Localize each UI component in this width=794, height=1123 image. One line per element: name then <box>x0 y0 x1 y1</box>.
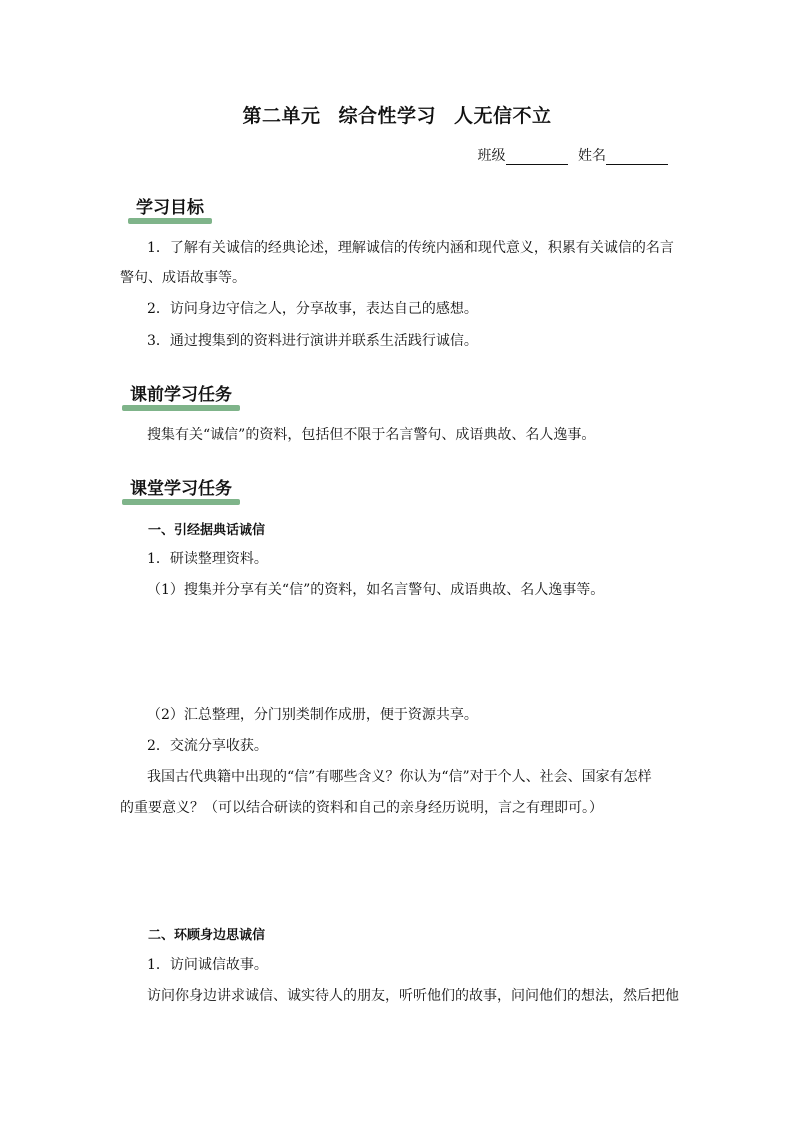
class-blank[interactable] <box>506 150 568 165</box>
goal-item-2: 2．访问身边守信之人，分享故事，表达自己的感想。 <box>147 301 478 317</box>
pre-class-text: 搜集有关“诚信”的资料，包括但不限于名言警句、成语典故、名人逸事。 <box>147 427 596 443</box>
in-class-heading: 课堂学习任务 <box>122 474 240 502</box>
section-1-question-line-1: 我国古代典籍中出现的“信”有哪些含义？你认为“信”对于个人、社会、国家有怎样 <box>147 769 652 785</box>
title-part: 综合性学习 <box>338 105 436 127</box>
class-label: 班级 <box>477 148 506 164</box>
name-label: 姓名 <box>578 148 606 164</box>
section-1-step-2: 2．交流分享收获。 <box>147 738 268 754</box>
name-class-line <box>478 145 674 165</box>
section-1-sub-1: （1）搜集并分享有关“信”的资料，如名言警句、成语典故、名人逸事等。 <box>147 582 605 598</box>
goal-item-1-line-2: 警句、成语故事等。 <box>120 270 246 286</box>
title-unit: 第二单元 <box>242 105 321 127</box>
name-blank[interactable] <box>606 150 668 165</box>
goal-item-1-line-1: 1．了解有关诚信的经典论述，理解诚信的传统内涵和现代意义，积累有关诚信的名言 <box>147 240 674 256</box>
section-1-question-line-2: 的重要意义？（可以结合研读的资料和自己的亲身经历说明，言之有理即可。） <box>120 800 603 816</box>
goal-item-3: 3．通过搜集到的资料进行演讲并联系生活践行诚信。 <box>147 333 478 349</box>
section-1-sub-2: （2）汇总整理，分门别类制作成册，便于资源共享。 <box>147 707 478 723</box>
page-title <box>0 101 794 128</box>
pre-class-heading: 课前学习任务 <box>122 380 240 408</box>
section-2-step-1: 1．访问诚信故事。 <box>147 957 268 973</box>
section-2-text-line-1: 访问你身边讲求诚信、诚实待人的朋友，听听他们的故事，问问他们的想法，然后把他 <box>147 988 679 1004</box>
section-1-step-1: 1．研读整理资料。 <box>147 551 268 567</box>
section-1-title: 一、引经据典话诚信 <box>148 523 266 538</box>
goals-heading: 学习目标 <box>128 193 212 221</box>
section-2-title: 二、环顾身边思诚信 <box>148 928 266 943</box>
title-topic: 人无信不立 <box>454 105 552 127</box>
